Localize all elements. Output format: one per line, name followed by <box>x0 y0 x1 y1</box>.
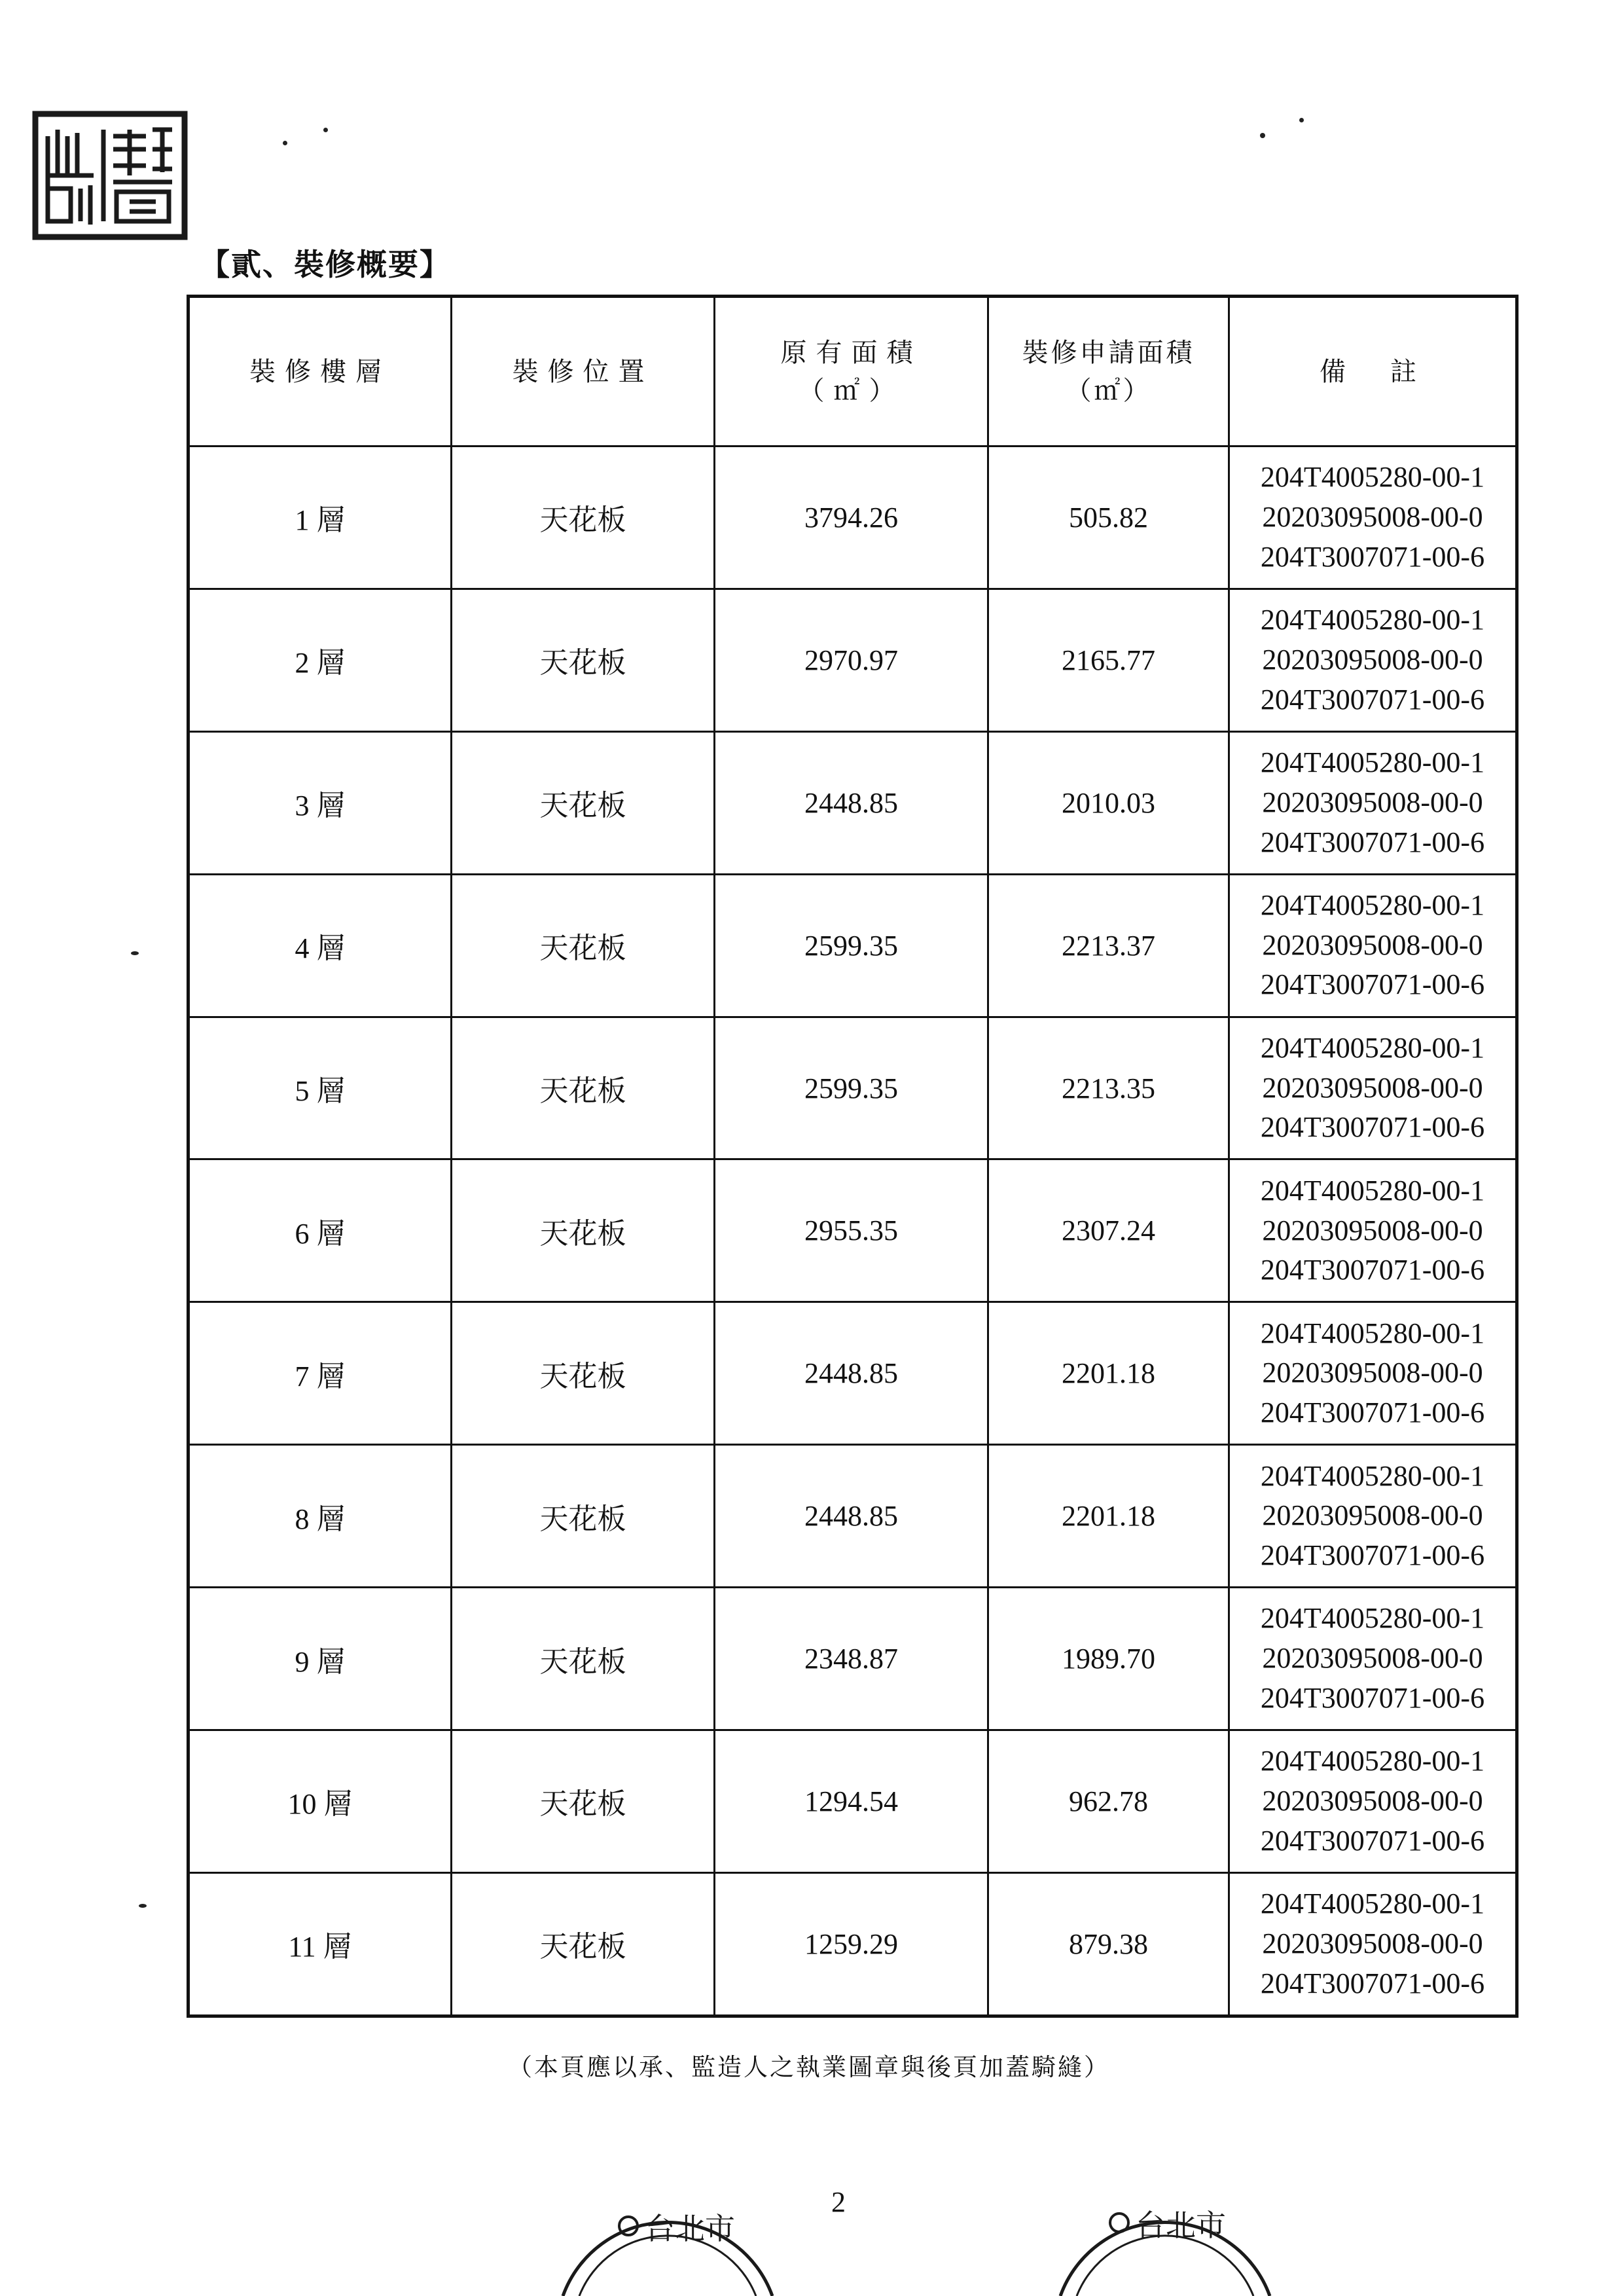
original-area-cell: 2448.85 <box>715 731 988 874</box>
remark-permit-number: 20203095008-00-0 <box>1262 1214 1483 1247</box>
remark-permit-number: 20203095008-00-0 <box>1262 501 1483 534</box>
original-area-cell: 1259.29 <box>715 1872 988 2016</box>
position-cell: 天花板 <box>452 1159 715 1302</box>
applied-area-cell: 2201.18 <box>988 1302 1229 1445</box>
original-area-cell: 2448.85 <box>715 1302 988 1445</box>
remark-permit-number: 204T4005280-00-1 <box>1260 1887 1485 1920</box>
header-remarks: 備 註 <box>1229 297 1517 446</box>
remark-permit-number: 204T3007071-00-6 <box>1260 1967 1485 1999</box>
remark-permit-number: 204T3007071-00-6 <box>1260 1254 1485 1286</box>
original-area-cell: 2348.87 <box>715 1588 988 1730</box>
header-original-area <box>715 297 988 446</box>
floor-cell: 7 層 <box>189 1302 452 1445</box>
header-applied-area-label: 裝修申請面積 <box>1022 337 1195 368</box>
remark-permit-number: 204T3007071-00-6 <box>1260 1681 1485 1714</box>
floor-cell: 5 層 <box>189 1017 452 1159</box>
position-cell: 天花板 <box>452 589 715 731</box>
applied-area-cell: 2201.18 <box>988 1445 1229 1588</box>
section-title: 【貳、裝修概要】 <box>200 247 451 282</box>
remark-permit-number: 204T3007071-00-6 <box>1260 683 1485 716</box>
header-applied-area <box>988 297 1229 446</box>
remark-permit-number: 20203095008-00-0 <box>1262 1071 1483 1104</box>
remark-permit-number: 204T3007071-00-6 <box>1260 826 1485 858</box>
remarks-cell <box>1229 1302 1517 1445</box>
position-cell: 天花板 <box>452 446 715 589</box>
remarks-cell <box>1229 1445 1517 1588</box>
remark-permit-number: 20203095008-00-0 <box>1262 643 1483 676</box>
position-cell: 天花板 <box>452 1302 715 1445</box>
floor-cell: 4 層 <box>189 874 452 1017</box>
remark-permit-number: 204T3007071-00-6 <box>1260 968 1485 1001</box>
table-row <box>189 1872 1517 2016</box>
remarks-cell <box>1229 1588 1517 1730</box>
remark-permit-number: 20203095008-00-0 <box>1262 1642 1483 1675</box>
position-cell: 天花板 <box>452 1017 715 1159</box>
remark-permit-number: 204T3007071-00-6 <box>1260 1824 1485 1857</box>
floor-cell: 3 層 <box>189 731 452 874</box>
header-original-area-label: 原有面積 <box>780 337 922 368</box>
remarks-cell <box>1229 1730 1517 1873</box>
remark-permit-number: 20203095008-00-0 <box>1262 928 1483 961</box>
position-cell: 天花板 <box>452 731 715 874</box>
professional-seal-stamp <box>31 110 189 241</box>
remarks-cell <box>1229 1017 1517 1159</box>
bottom-seal-left-text: 台北市 <box>645 2211 735 2246</box>
remark-permit-number: 204T4005280-00-1 <box>1260 1459 1485 1492</box>
scan-speck <box>283 141 287 145</box>
remarks-cell <box>1229 446 1517 589</box>
original-area-cell: 2599.35 <box>715 874 988 1017</box>
renovation-summary-table <box>187 295 1519 2018</box>
applied-area-cell: 962.78 <box>988 1730 1229 1873</box>
bottom-seal-right <box>1047 2160 1283 2296</box>
header-position: 裝修位置 <box>452 297 715 446</box>
remarks-cell <box>1229 1159 1517 1302</box>
table-row <box>189 1159 1517 1302</box>
scan-speck <box>131 951 139 955</box>
applied-area-cell: 2213.35 <box>988 1017 1229 1159</box>
floor-cell: 6 層 <box>189 1159 452 1302</box>
remark-permit-number: 204T4005280-00-1 <box>1260 1745 1485 1777</box>
remark-permit-number: 204T4005280-00-1 <box>1260 746 1485 779</box>
applied-area-cell: 2165.77 <box>988 589 1229 731</box>
table-row <box>189 1730 1517 1873</box>
original-area-cell: 2970.97 <box>715 589 988 731</box>
remark-permit-number: 20203095008-00-0 <box>1262 1499 1483 1532</box>
header-original-area-unit: （㎡） <box>798 375 905 406</box>
applied-area-cell: 1989.70 <box>988 1588 1229 1730</box>
remark-permit-number: 20203095008-00-0 <box>1262 1785 1483 1817</box>
table-row <box>189 446 1517 589</box>
bottom-seal-right-text: 台北市 <box>1136 2208 1226 2243</box>
floor-cell: 8 層 <box>189 1445 452 1588</box>
page-number: 2 <box>831 2186 846 2218</box>
floor-cell: 9 層 <box>189 1588 452 1730</box>
table-row <box>189 1588 1517 1730</box>
original-area-cell: 2955.35 <box>715 1159 988 1302</box>
position-cell: 天花板 <box>452 1588 715 1730</box>
header-floor: 裝修樓層 <box>189 297 452 446</box>
remark-permit-number: 204T3007071-00-6 <box>1260 1539 1485 1572</box>
header-applied-area-unit: （㎡） <box>1065 375 1152 406</box>
remark-permit-number: 204T4005280-00-1 <box>1260 889 1485 922</box>
remark-permit-number: 20203095008-00-0 <box>1262 1927 1483 1960</box>
remark-permit-number: 204T4005280-00-1 <box>1260 1317 1485 1349</box>
applied-area-cell: 2307.24 <box>988 1159 1229 1302</box>
floor-cell: 10 層 <box>189 1730 452 1873</box>
scan-speck <box>323 128 328 132</box>
floor-cell: 1 層 <box>189 446 452 589</box>
scan-speck <box>1299 118 1304 122</box>
remark-permit-number: 204T4005280-00-1 <box>1260 604 1485 636</box>
bottom-seal-left <box>550 2160 785 2296</box>
original-area-cell: 3794.26 <box>715 446 988 589</box>
remarks-cell <box>1229 874 1517 1017</box>
floor-cell: 11 層 <box>189 1872 452 2016</box>
remark-permit-number: 204T4005280-00-1 <box>1260 461 1485 494</box>
applied-area-cell: 879.38 <box>988 1872 1229 2016</box>
remarks-cell <box>1229 1872 1517 2016</box>
remarks-cell <box>1229 589 1517 731</box>
remark-permit-number: 20203095008-00-0 <box>1262 1357 1483 1389</box>
table-row <box>189 589 1517 731</box>
position-cell: 天花板 <box>452 874 715 1017</box>
table-row <box>189 1445 1517 1588</box>
position-cell: 天花板 <box>452 1872 715 2016</box>
position-cell: 天花板 <box>452 1445 715 1588</box>
table-row <box>189 731 1517 874</box>
table-row <box>189 874 1517 1017</box>
applied-area-cell: 505.82 <box>988 446 1229 589</box>
remarks-cell <box>1229 731 1517 874</box>
remark-permit-number: 204T3007071-00-6 <box>1260 1396 1485 1429</box>
applied-area-cell: 2213.37 <box>988 874 1229 1017</box>
position-cell: 天花板 <box>452 1730 715 1873</box>
original-area-cell: 2599.35 <box>715 1017 988 1159</box>
remark-permit-number: 20203095008-00-0 <box>1262 786 1483 818</box>
original-area-cell: 2448.85 <box>715 1445 988 1588</box>
original-area-cell: 1294.54 <box>715 1730 988 1873</box>
footnote: （本頁應以承、監造人之執業圖章與後頁加蓋騎縫） <box>508 2053 1110 2081</box>
scan-speck <box>1260 133 1265 138</box>
table-row <box>189 1302 1517 1445</box>
remark-permit-number: 204T4005280-00-1 <box>1260 1174 1485 1207</box>
remark-permit-number: 204T4005280-00-1 <box>1260 1031 1485 1064</box>
floor-cell: 2 層 <box>189 589 452 731</box>
scan-speck <box>139 1904 147 1908</box>
table-header-row <box>189 297 1517 446</box>
table-row <box>189 1017 1517 1159</box>
applied-area-cell: 2010.03 <box>988 731 1229 874</box>
remark-permit-number: 204T3007071-00-6 <box>1260 1111 1485 1144</box>
remark-permit-number: 204T3007071-00-6 <box>1260 540 1485 573</box>
remark-permit-number: 204T4005280-00-1 <box>1260 1602 1485 1635</box>
